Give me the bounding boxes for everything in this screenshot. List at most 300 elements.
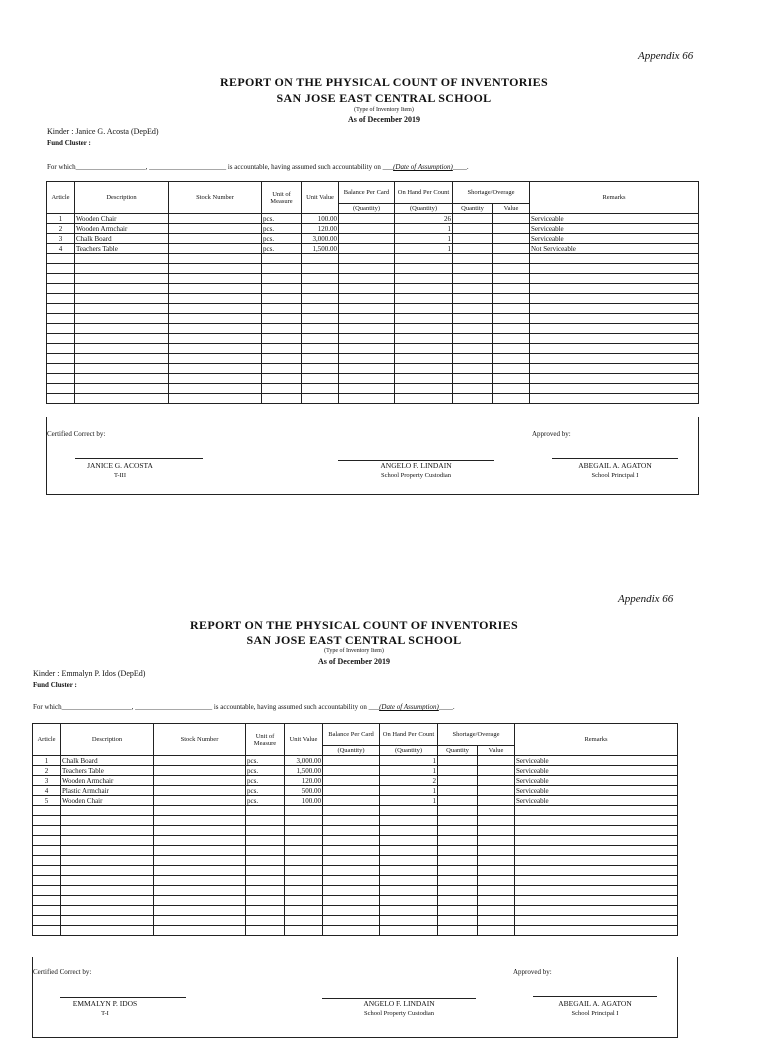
table-row: [47, 354, 699, 364]
cell-stock-number: [154, 776, 246, 786]
cell-unit: pcs.: [246, 756, 285, 766]
cell-balance: [323, 926, 380, 936]
header-balance-card: Balance Per Card: [339, 182, 395, 204]
signature-line: [75, 458, 203, 459]
cell-unit: pcs.: [262, 214, 302, 224]
cell-unit-value: [285, 826, 323, 836]
cell-remarks: Serviceable: [515, 776, 678, 786]
cell-on-hand: [395, 364, 453, 374]
cell-shortage-value: [493, 384, 530, 394]
cell-shortage-qty: [438, 876, 478, 886]
cell-stock-number: [154, 826, 246, 836]
cell-article: [33, 896, 61, 906]
cell-article: [47, 254, 75, 264]
cell-shortage-value: [493, 244, 530, 254]
cell-on-hand: [380, 866, 438, 876]
cell-description: [61, 806, 154, 816]
cell-shortage-value: [478, 866, 515, 876]
cell-description: [75, 294, 169, 304]
cell-remarks: [530, 274, 699, 284]
cell-stock-number: [169, 294, 262, 304]
cell-unit: pcs.: [262, 244, 302, 254]
cell-shortage-qty: [438, 886, 478, 896]
signatory-name: ABEGAIL A. AGATON: [578, 461, 652, 470]
cell-stock-number: [169, 254, 262, 264]
cell-description: [75, 354, 169, 364]
cell-stock-number: [169, 394, 262, 404]
cell-description: Chalk Board: [61, 756, 154, 766]
cell-stock-number: [154, 876, 246, 886]
cell-on-hand: [395, 334, 453, 344]
cell-shortage-qty: [438, 806, 478, 816]
cell-article: [47, 324, 75, 334]
header-shortage: Shortage/Overage: [453, 182, 530, 204]
cell-remarks: Serviceable: [530, 224, 699, 234]
cell-stock-number: [154, 816, 246, 826]
cell-balance: [339, 264, 395, 274]
table-row: [47, 344, 699, 354]
cell-balance: [339, 294, 395, 304]
cell-on-hand: [380, 896, 438, 906]
table-row: [33, 816, 678, 826]
cell-remarks: [515, 906, 678, 916]
cell-article: [33, 876, 61, 886]
table-row: [33, 856, 678, 866]
header-description: Description: [75, 182, 169, 214]
cell-article: 5: [33, 796, 61, 806]
table-row: [47, 214, 699, 224]
cell-unit: [246, 826, 285, 836]
cell-unit: [262, 344, 302, 354]
cell-remarks: Serviceable: [515, 796, 678, 806]
cell-on-hand: [395, 294, 453, 304]
header-quantity: (Quantity): [395, 204, 453, 214]
table-row: [47, 284, 699, 294]
cell-on-hand: [395, 254, 453, 264]
cell-unit: [262, 354, 302, 364]
as-of-date: As of December 2019: [347, 115, 421, 124]
cell-description: Chalk Board: [75, 234, 169, 244]
table-row: [33, 756, 678, 766]
cell-on-hand: [395, 384, 453, 394]
cell-remarks: [530, 284, 699, 294]
cell-description: Wooden Chair: [75, 214, 169, 224]
cell-article: [33, 926, 61, 936]
signature-box: [46, 417, 699, 495]
cell-shortage-value: [493, 344, 530, 354]
header-shortage: Shortage/Overage: [438, 724, 515, 746]
inventory-rows: [47, 214, 699, 404]
cell-balance: [323, 916, 380, 926]
type-of-item: (Type of Inventory Item): [324, 648, 384, 654]
cell-stock-number: [154, 796, 246, 806]
cell-shortage-value: [493, 254, 530, 264]
cell-on-hand: [395, 264, 453, 274]
cell-unit-value: [302, 264, 339, 274]
certified-label: Certified Correct by:: [33, 968, 92, 976]
cell-unit-value: [285, 846, 323, 856]
cell-stock-number: [154, 866, 246, 876]
cell-shortage-value: [478, 786, 515, 796]
cell-shortage-value: [493, 294, 530, 304]
cell-shortage-qty: [453, 384, 493, 394]
cell-unit: [262, 384, 302, 394]
table-row: [47, 264, 699, 274]
header-article: Article: [33, 724, 61, 756]
cell-description: [75, 264, 169, 274]
cell-stock-number: [169, 284, 262, 294]
cell-on-hand: [380, 876, 438, 886]
cell-unit-value: [302, 364, 339, 374]
table-row: [33, 826, 678, 836]
header-article: Article: [47, 182, 75, 214]
cell-shortage-value: [493, 324, 530, 334]
cell-shortage-value: [493, 314, 530, 324]
cell-description: [75, 344, 169, 354]
cell-shortage-qty: [453, 244, 493, 254]
table-row: [47, 294, 699, 304]
cell-description: [61, 926, 154, 936]
signatory-position: T-III: [113, 472, 127, 479]
table-row: [47, 394, 699, 404]
cell-remarks: [530, 324, 699, 334]
cell-balance: [323, 776, 380, 786]
cell-shortage-qty: [438, 756, 478, 766]
cell-remarks: Serviceable: [515, 756, 678, 766]
cell-description: [61, 836, 154, 846]
cell-remarks: [515, 886, 678, 896]
cell-stock-number: [169, 214, 262, 224]
cell-stock-number: [154, 846, 246, 856]
cell-unit-value: [302, 304, 339, 314]
cell-article: [47, 384, 75, 394]
cell-balance: [323, 766, 380, 776]
cell-balance: [323, 786, 380, 796]
cell-remarks: [515, 846, 678, 856]
table-row: [47, 314, 699, 324]
header-quantity: (Quantity): [339, 204, 395, 214]
table-row: [33, 886, 678, 896]
cell-unit-value: 100.00: [302, 214, 339, 224]
cell-shortage-value: [493, 304, 530, 314]
cell-balance: [339, 284, 395, 294]
cell-unit-value: [302, 324, 339, 334]
table-row: [33, 796, 678, 806]
cell-unit-value: [285, 836, 323, 846]
cell-description: [61, 856, 154, 866]
cell-on-hand: [380, 816, 438, 826]
cell-stock-number: [154, 896, 246, 906]
cell-shortage-qty: [453, 234, 493, 244]
cell-description: Wooden Chair: [61, 796, 154, 806]
cell-article: 4: [47, 244, 75, 254]
header-quantity-plain: Quantity: [453, 204, 493, 214]
for-which-text: For which____________________, ______________________ is accountable, having assumed such accountability on ___: [33, 703, 380, 711]
cell-on-hand: [380, 906, 438, 916]
cell-remarks: [530, 394, 699, 404]
cell-unit: [246, 876, 285, 886]
header-remarks: Remarks: [515, 724, 678, 756]
certified-label: Certified Correct by:: [47, 430, 106, 438]
cell-description: [61, 876, 154, 886]
cell-unit-value: [302, 284, 339, 294]
cell-shortage-value: [493, 394, 530, 404]
cell-remarks: [530, 304, 699, 314]
cell-remarks: [530, 364, 699, 374]
cell-on-hand: [395, 274, 453, 284]
cell-remarks: [515, 926, 678, 936]
cell-shortage-qty: [438, 776, 478, 786]
signatory-name: ANGELO F. LINDAIN: [380, 461, 452, 470]
cell-unit: [262, 314, 302, 324]
cell-remarks: Serviceable: [515, 766, 678, 776]
signatory-name: ABEGAIL A. AGATON: [558, 999, 632, 1008]
header-remarks: Remarks: [530, 182, 699, 214]
cell-article: [33, 856, 61, 866]
cell-unit-value: [285, 906, 323, 916]
header-unit-measure: Unit of Measure: [262, 182, 302, 214]
cell-article: [33, 906, 61, 916]
cell-shortage-value: [493, 234, 530, 244]
cell-shortage-qty: [453, 214, 493, 224]
table-row: [47, 224, 699, 234]
cell-shortage-value: [478, 816, 515, 826]
cell-remarks: [515, 916, 678, 926]
cell-on-hand: 1: [395, 244, 453, 254]
cell-stock-number: [154, 836, 246, 846]
cell-shortage-value: [478, 776, 515, 786]
cell-shortage-value: [493, 334, 530, 344]
cell-stock-number: [169, 354, 262, 364]
cell-balance: [339, 234, 395, 244]
cell-balance: [339, 354, 395, 364]
cell-balance: [323, 886, 380, 896]
cell-unit-value: [302, 344, 339, 354]
cell-description: [61, 906, 154, 916]
table-row: [47, 274, 699, 284]
report-title: REPORT ON THE PHYSICAL COUNT OF INVENTORIES: [220, 75, 548, 89]
cell-on-hand: 1: [395, 224, 453, 234]
cell-shortage-value: [478, 796, 515, 806]
cell-description: [61, 816, 154, 826]
cell-shortage-qty: [453, 374, 493, 384]
cell-unit: [262, 264, 302, 274]
table-row: [47, 364, 699, 374]
cell-shortage-qty: [438, 846, 478, 856]
cell-unit-value: 1,500.00: [302, 244, 339, 254]
cell-on-hand: [395, 314, 453, 324]
cell-on-hand: [395, 394, 453, 404]
fund-cluster: Fund Cluster :: [47, 139, 91, 147]
cell-stock-number: [169, 334, 262, 344]
cell-balance: [339, 394, 395, 404]
cell-balance: [323, 806, 380, 816]
cell-stock-number: [154, 806, 246, 816]
cell-unit-value: [285, 856, 323, 866]
cell-description: [75, 314, 169, 324]
cell-remarks: [515, 866, 678, 876]
cell-on-hand: [395, 304, 453, 314]
table-row: [33, 766, 678, 776]
header-balance-card: Balance Per Card: [323, 724, 380, 746]
cell-unit: [262, 374, 302, 384]
cell-on-hand: 1: [380, 766, 438, 776]
cell-unit-value: 3,000.00: [285, 756, 323, 766]
cell-shortage-qty: [438, 856, 478, 866]
cell-on-hand: [380, 846, 438, 856]
cell-unit-value: [302, 374, 339, 384]
cell-shortage-value: [478, 896, 515, 906]
cell-description: [61, 916, 154, 926]
cell-shortage-qty: [438, 896, 478, 906]
cell-remarks: [530, 264, 699, 274]
table-row: [33, 876, 678, 886]
as-of-date: As of December 2019: [317, 657, 391, 666]
cell-stock-number: [154, 766, 246, 776]
cell-remarks: [530, 374, 699, 384]
cell-stock-number: [169, 274, 262, 284]
cell-unit: pcs.: [246, 766, 285, 776]
cell-description: [61, 866, 154, 876]
cell-stock-number: [154, 906, 246, 916]
cell-remarks: [515, 826, 678, 836]
cell-balance: [323, 876, 380, 886]
cell-unit-value: 1,500.00: [285, 766, 323, 776]
cell-on-hand: [395, 324, 453, 334]
cell-shortage-qty: [453, 274, 493, 284]
cell-stock-number: [169, 244, 262, 254]
cell-unit: pcs.: [262, 234, 302, 244]
header-stock-number: Stock Number: [154, 724, 246, 756]
cell-unit-value: [285, 886, 323, 896]
cell-balance: [323, 846, 380, 856]
cell-article: [33, 836, 61, 846]
cell-shortage-qty: [438, 866, 478, 876]
cell-unit: [262, 324, 302, 334]
cell-article: [47, 394, 75, 404]
cell-shortage-qty: [453, 324, 493, 334]
cell-unit-value: 500.00: [285, 786, 323, 796]
header-value: Value: [493, 204, 530, 214]
cell-unit: [246, 806, 285, 816]
table-row: [47, 324, 699, 334]
cell-unit-value: 100.00: [285, 796, 323, 806]
header-unit-measure: Unit of Measure: [246, 724, 285, 756]
cell-balance: [323, 756, 380, 766]
cell-remarks: [530, 384, 699, 394]
table-row: [33, 866, 678, 876]
cell-description: [75, 334, 169, 344]
for-which-end: ____.: [438, 703, 455, 711]
cell-unit: [246, 886, 285, 896]
cell-description: [75, 324, 169, 334]
cell-shortage-qty: [453, 314, 493, 324]
cell-shortage-value: [478, 846, 515, 856]
cell-on-hand: [380, 806, 438, 816]
cell-remarks: Not Serviceable: [530, 244, 699, 254]
cell-stock-number: [154, 926, 246, 936]
signatory-position: School Property Custodian: [380, 472, 452, 479]
cell-article: [47, 364, 75, 374]
cell-unit-value: [285, 896, 323, 906]
cell-on-hand: [380, 856, 438, 866]
cell-shortage-value: [478, 916, 515, 926]
signatory-position: School Principal I: [571, 1010, 619, 1017]
cell-unit: [246, 836, 285, 846]
cell-balance: [339, 304, 395, 314]
cell-article: [47, 354, 75, 364]
cell-balance: [339, 344, 395, 354]
cell-shortage-value: [478, 806, 515, 816]
cell-remarks: [515, 836, 678, 846]
cell-article: [47, 274, 75, 284]
cell-shortage-qty: [453, 254, 493, 264]
cell-shortage-qty: [453, 354, 493, 364]
signature-line: [552, 458, 678, 459]
cell-unit: [262, 394, 302, 404]
school-name: SAN JOSE EAST CENTRAL SCHOOL: [276, 91, 492, 105]
cell-remarks: [515, 856, 678, 866]
header-quantity: (Quantity): [323, 746, 380, 756]
cell-unit-value: [285, 806, 323, 816]
cell-unit: [262, 304, 302, 314]
approved-label: Approved by:: [513, 968, 552, 976]
cell-stock-number: [169, 374, 262, 384]
cell-shortage-qty: [453, 284, 493, 294]
cell-unit-value: [302, 384, 339, 394]
cell-on-hand: 1: [395, 234, 453, 244]
cell-description: [75, 304, 169, 314]
table-row: [33, 906, 678, 916]
cell-balance: [339, 224, 395, 234]
cell-balance: [339, 314, 395, 324]
table-row: [33, 846, 678, 856]
cell-unit-value: [285, 926, 323, 936]
type-of-item: (Type of Inventory Item): [354, 107, 414, 113]
cell-article: [47, 344, 75, 354]
table-row: [47, 254, 699, 264]
cell-remarks: Serviceable: [530, 234, 699, 244]
cell-unit: pcs.: [246, 776, 285, 786]
cell-on-hand: [380, 836, 438, 846]
cell-balance: [323, 866, 380, 876]
cell-shortage-value: [493, 364, 530, 374]
cell-unit: pcs.: [246, 786, 285, 796]
cell-article: [47, 314, 75, 324]
cell-remarks: [530, 344, 699, 354]
table-row: [33, 806, 678, 816]
fund-cluster: Fund Cluster :: [33, 681, 77, 689]
date-assumption: (Date of Assumption): [379, 703, 439, 711]
for-which-end: ____.: [452, 163, 469, 171]
cell-remarks: [530, 294, 699, 304]
cell-on-hand: 1: [380, 796, 438, 806]
header-description: Description: [61, 724, 154, 756]
approved-label: Approved by:: [532, 430, 571, 438]
cell-description: [61, 896, 154, 906]
cell-description: Teachers Table: [75, 244, 169, 254]
signatory-name: ANGELO F. LINDAIN: [363, 999, 435, 1008]
cell-on-hand: 26: [395, 214, 453, 224]
cell-on-hand: [395, 284, 453, 294]
cell-on-hand: [380, 916, 438, 926]
cell-article: [33, 916, 61, 926]
for-which-line: [33, 703, 455, 711]
for-which-line: [47, 163, 469, 171]
cell-stock-number: [154, 786, 246, 796]
cell-unit: [262, 364, 302, 374]
cell-unit-value: [302, 394, 339, 404]
